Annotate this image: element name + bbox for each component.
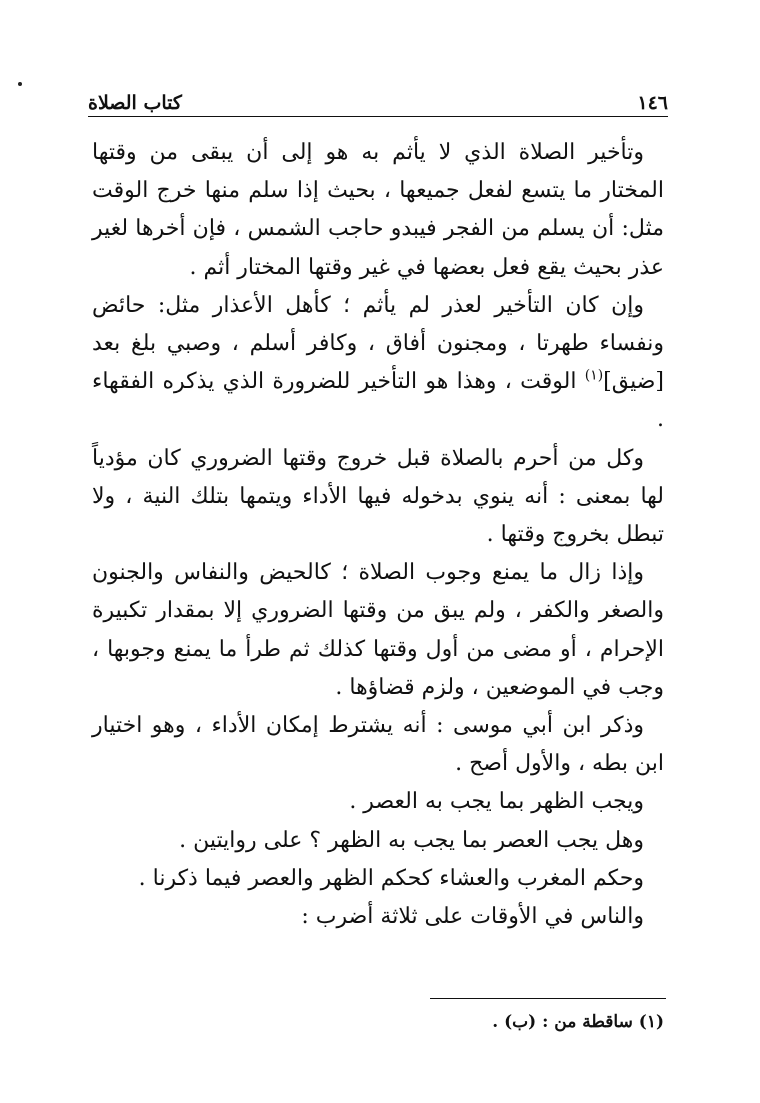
book-title: كتاب الصلاة: [88, 92, 182, 114]
paragraph-8: وحكم المغرب والعشاء كحكم الظهر والعصر فيما ذكرنا .: [138, 865, 644, 891]
scan-speck: [18, 82, 22, 86]
page-number: ١٤٦: [637, 92, 668, 114]
paragraph-2-after: الوقت ، وهذا هو التأخير للضرورة الذي يذكره الفقهاء .: [92, 369, 664, 433]
paragraph-7: وهل يجب العصر بما يجب به الظهر ؟ على روايتين .: [179, 827, 644, 853]
paragraph-2-before: وإن كان التأخير لعذر لم يأثم ؛ كأهل الأعذار مثل: حائض ونفساء طهرتا ، ومجنون أفاق ، وكافر أسلم ، وصبي بلغ بعد [ضيق]: [92, 292, 664, 395]
footnote-rule: [430, 998, 666, 999]
paragraph-5: وذكر ابن أبي موسى : أنه يشترط إمكان الأداء ، وهو اختيار ابن بطه ، والأول أصح .: [92, 713, 664, 777]
paragraph-1: وتأخير الصلاة الذي لا يأثم به هو إلى أن يبقى من وقتها المختار ما يتسع لفعل جميعها ، بحيث إذا سلم منها خرج الوقت مثل: أن يسلم من الفجر فيبدو حاجب الشمس ، فإن أخرها لغير عذر بحيث يقع فعل بعضها في غير وقتها المختار أثم .: [92, 140, 664, 280]
paragraph-4: وإذا زال ما يمنع وجوب الصلاة ؛ كالحيض والنفاس والجنون والصغر والكفر ، ولم يبق من وقتها الضروري إلا بمقدار تكبيرة الإحرام ، أو مضى من أول وقتها كذلك ثم طرأ ما يمنع وجوبها ، وجب في الموضعين ، ولزم قضاؤها .: [92, 560, 664, 700]
footnote: (١) ساقطة من : (ب) .: [492, 1012, 664, 1032]
paragraph-3: وكل من أحرم بالصلاة قبل خروج وقتها الضروري كان مؤدياً لها بمعنى : أنه ينوي بدخوله فيها الأداء ويتمها بتلك النية ، ولا تبطل بخروج وقتها .: [92, 445, 664, 548]
running-header: [88, 82, 668, 114]
footnote-reference: (١): [584, 367, 604, 384]
header-rule: [88, 116, 668, 117]
paragraph-9: والناس في الأوقات على ثلاثة أضرب :: [301, 904, 644, 930]
main-text: [92, 134, 664, 936]
paragraph-2: [92, 287, 664, 440]
paragraph-6: ويجب الظهر بما يجب به العصر .: [349, 789, 644, 815]
